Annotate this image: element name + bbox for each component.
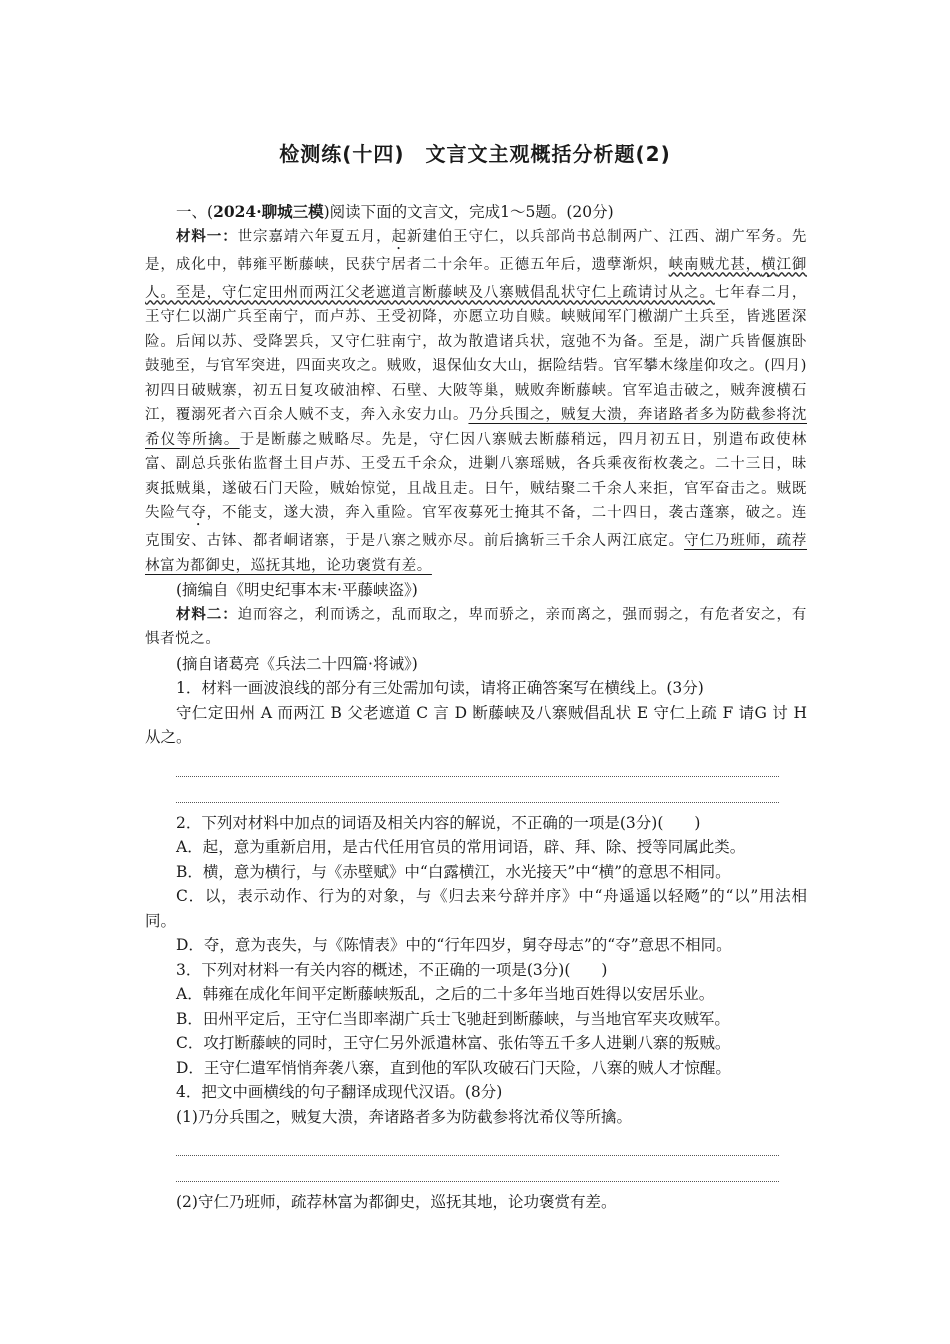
question-3-option-a: A．韩雍在成化年间平定断藤峡叛乱，之后的二十多年当地百姓得以安居乐业。 <box>176 985 715 1003</box>
question-2-option-a: A．起，意为重新启用，是古代任用官员的常用词语，辟、拜、除、授等同属此类。 <box>176 838 746 856</box>
question-2-option-c: C．以，表示动作、行为的对象，与《归去来兮辞并序》中“舟遥遥以轻飏”的“以”用法相同。 <box>145 887 807 930</box>
question-2-option-d: D．夺，意为丧失，与《陈情表》中的“行年四岁，舅夺母志”的“夺”意思不相同。 <box>176 936 732 954</box>
material-two-text <box>145 603 807 652</box>
dotted-word-qi: 起 <box>391 228 407 245</box>
dotted-word-heng: 横 <box>761 256 777 273</box>
section-intro <box>145 200 807 225</box>
answer-line[interactable] <box>176 1143 779 1156</box>
intro-prefix: 一、( <box>176 203 214 221</box>
wavy-seg2: 江御人。至是，守仁定田州而两江父老遮道言断藤峡及八寨贼倡乱状守仁上疏请讨从之。 <box>145 256 807 301</box>
material-two-source: (摘自诸葛亮《兵法二十四篇·将诫》) <box>176 654 418 673</box>
question-4-stem: 4．把文中画横线的句子翻译成现代汉语。(8分) <box>176 1083 503 1101</box>
question-2-stem: 2．下列对材料中加点的词语及相关内容的解说，不正确的一项是(3分)( ) <box>176 813 701 832</box>
dotted-word-duo: 夺 <box>191 505 207 521</box>
material-one-label: 材料一： <box>176 227 238 245</box>
material-two-body: 迫而容之，利而诱之，乱而取之，卑而骄之，亲而离之，强而弱之，有危者安之，有惧者悦之。 <box>145 606 807 647</box>
question-2-option-b: B．横，意为横行，与《赤壁赋》中“白露横江，水光接天”中“横”的意思不相同。 <box>176 862 731 881</box>
document-body <box>145 200 807 1215</box>
material-one-seg4: 于是断藤之贼略尽。先是，守仁因八寨贼去断藤稍远，四月初五日，别遣布政使林富、副总兵张佑监督土目卢苏、王受五千余众，进剿八寨瑶贼，各兵乘夜衔枚袭之。二十三日，昧爽抵贼巢，遂破石门天险，贼始惊觉，且战且走。日午，贼结聚二千余人来拒，官军奋击之。贼既失险气 <box>145 431 807 521</box>
question-3-option-c: C．攻打断藤峡的同时，王守仁另外派遣林富、张佑等五千多人进剿八寨的叛贼。 <box>176 1034 731 1052</box>
question-4-sentence-2: (2)守仁乃班师，疏荐林富为都御史，巡抚其地，论功褒赏有差。 <box>176 1193 617 1211</box>
material-two-label: 材料二： <box>176 605 238 623</box>
material-one-seg5: ，不能支，遂大溃，奔入重险。官军夜募死士掩其不备，二十四日，袭古蓬寨，破之。连克围安、古钵、都者峒诸寨，于是八寨之贼亦尽。前后擒斩三千余人两江底定。 <box>145 505 807 549</box>
material-one-seg2: 新建伯王守仁，以兵部尚书总制两广、江西、湖广军务。先是，成化中，韩雍平断藤峡，民获宁居者二十余年。正德五年后，遗孽渐炽， <box>145 228 807 273</box>
question-4-sentence-1: (1)乃分兵围之，贼复大溃，奔诸路者多为防截参将沈希仪等所擒。 <box>176 1107 632 1126</box>
underlined-sentence-1: 乃分兵围之，贼复大溃，奔诸路者多为防截参将沈希仪等所擒。 <box>145 407 807 448</box>
intro-source: 2024·聊城三模 <box>213 202 324 221</box>
underlined-sentence-2: 守仁乃班师，疏荐林富为都御史，巡抚其地，论功褒赏有差。 <box>145 533 807 574</box>
answer-line[interactable] <box>176 1169 779 1182</box>
material-one-text <box>145 225 807 579</box>
material-one-source: (摘编自《明史纪事本末·平藤峡盗》) <box>176 581 418 599</box>
material-one-seg1: 世宗嘉靖六年夏五月， <box>237 228 392 245</box>
material-one-seg3: 七年春二月，王守仁以湖广兵至南宁，而卢苏、王受初降，亦愿立功自赎。峡贼闻军门檄湖广土兵至，皆逃匿深险。后闻以苏、受降罢兵，又守仁驻南宁，故为散遣诸兵状，寇弛不为备。至是，湖广兵皆偃旗卧鼓驰至，与官军突进，四面夹攻之。贼败，退保仙女大山，据险结砦。官军攀木缘崖仰攻之。(四月)初四日破贼寨，初五日复攻破油榨、石壁、大陂等巢，贼败奔断藤峡。官军追击破之，贼奔渡横石江，覆溺死者六百余人贼不支，奔入永安力山。 <box>145 284 807 423</box>
question-1-options: 守仁定田州 A 而两江 B 父老遮道 C 言 D 断藤峡及八寨贼倡乱状 E 守仁上疏 F 请G 讨 H 从之。 <box>145 703 807 746</box>
wavy-seg1: 峡南贼尤甚， <box>668 256 762 273</box>
answer-line[interactable] <box>176 764 779 777</box>
question-3-option-d: D．王守仁遣军悄悄奔袭八寨，直到他的军队攻破石门天险，八寨的贼人才惊醒。 <box>176 1058 731 1077</box>
intro-suffix: )阅读下面的文言文，完成1～5题。(20分) <box>323 203 614 221</box>
question-3-option-b: B．田州平定后，王守仁当即率湖广兵士飞驰赶到断藤峡，与当地官军夹攻贼军。 <box>176 1009 730 1028</box>
question-1-stem: 1．材料一画波浪线的部分有三处需加句读，请将正确答案写在横线上。(3分) <box>176 679 704 697</box>
page-title: 检测练(十四) 文言文主观概括分析题(2) <box>279 142 671 166</box>
question-3-stem: 3．下列对材料一有关内容的概述，不正确的一项是(3分)( ) <box>176 960 608 979</box>
answer-line[interactable] <box>176 790 779 803</box>
